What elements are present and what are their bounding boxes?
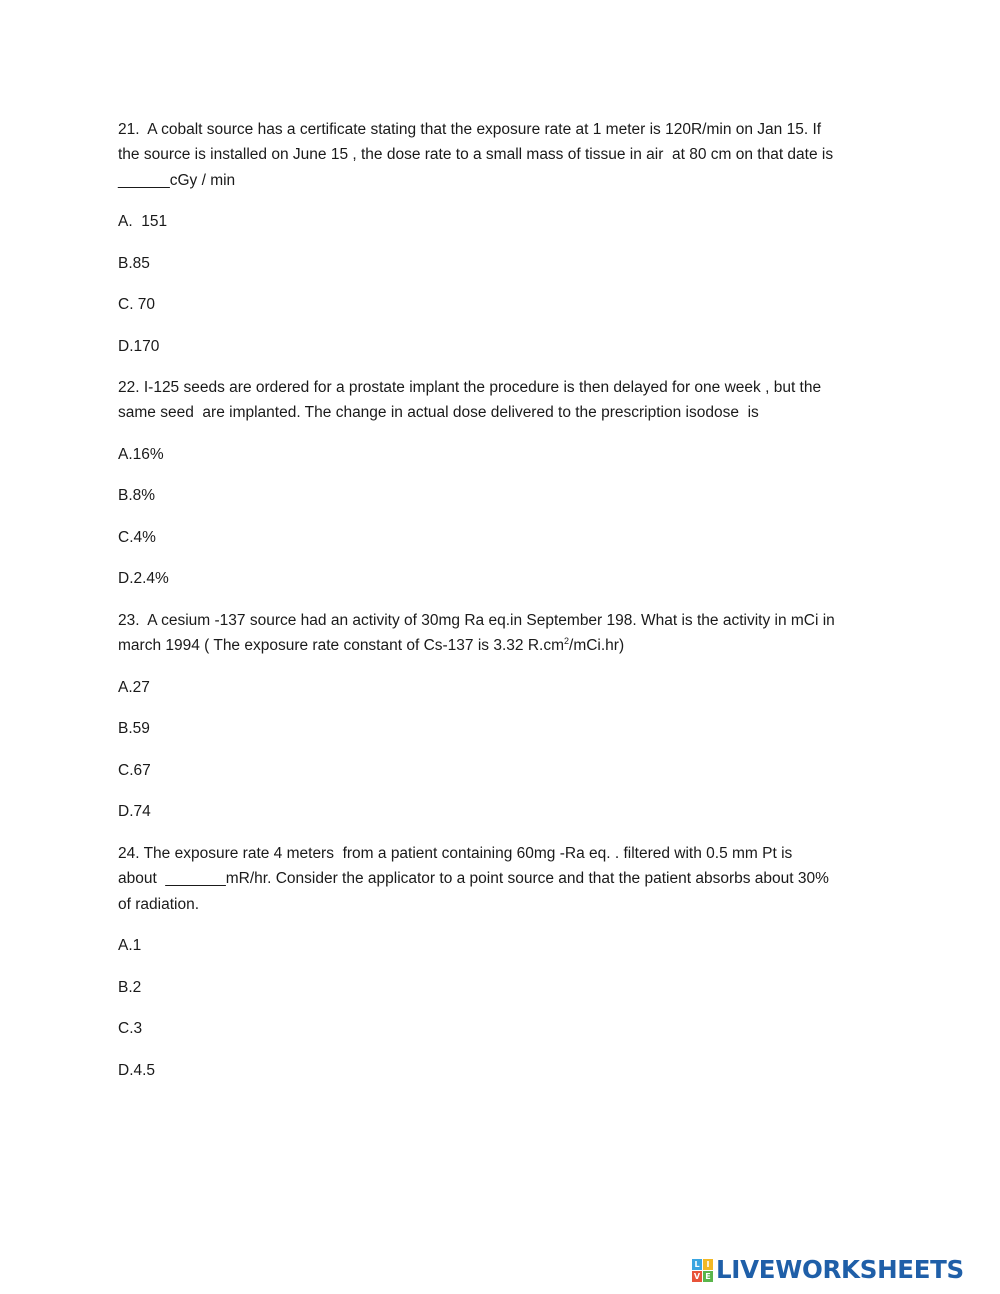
- logo-mark-letter: E: [703, 1271, 713, 1282]
- question-21-line-1: 21. A cobalt source has a certificate stating that the exposure rate at 1 meter is 120R/min on Jan 15. If: [118, 121, 822, 138]
- question-21-option-d: D.170: [118, 338, 160, 355]
- logo-mark-letter: I: [703, 1259, 713, 1270]
- liveworksheets-logo: [692, 1256, 964, 1284]
- logo-mark-letter: L: [692, 1259, 702, 1270]
- question-23-line-2: [118, 633, 624, 658]
- question-24-line-3: of radiation.: [118, 896, 199, 913]
- question-21-option-c: C. 70: [118, 296, 156, 313]
- liveworksheets-logo-text: LIVEWORKSHEETS: [716, 1255, 964, 1284]
- question-23-line-2-unit: /mCi.hr): [569, 637, 625, 654]
- superscript-exponent: 2: [564, 636, 570, 646]
- logo-mark-letter: V: [693, 1271, 701, 1281]
- question-22-line-2: same seed are implanted. The change in actual dose delivered to the prescription isodose is: [118, 404, 759, 421]
- liveworksheets-logo-icon: [692, 1259, 713, 1282]
- question-23-line-2-text: march 1994 ( The exposure rate constant of Cs-137 is 3.32 R.cm: [118, 637, 564, 654]
- question-24-option-c: C.3: [118, 1020, 143, 1037]
- question-21-option-a: A. 151: [118, 213, 168, 230]
- question-21-line-2: the source is installed on June 15 , the dose rate to a small mass of tissue in air at 80 cm on that date is: [118, 146, 834, 163]
- question-23-option-a: A.27: [118, 679, 150, 696]
- question-24-option-a: A.1: [118, 937, 142, 954]
- question-24-option-b: B.2: [118, 979, 142, 996]
- question-24-line-2: about _______mR/hr. Consider the applicator to a point source and that the patient absorbs about 30%: [118, 870, 829, 887]
- question-23-line-1: 23. A cesium -137 source had an activity of 30mg Ra eq.in September 198. What is the activity in mCi in: [118, 612, 835, 629]
- question-22-line-1: 22. I-125 seeds are ordered for a prostate implant the procedure is then delayed for one week , but the: [118, 379, 822, 396]
- question-22-option-d: D.2.4%: [118, 570, 169, 587]
- question-24-line-1: 24. The exposure rate 4 meters from a patient containing 60mg -Ra eq. . filtered with 0.5 mm Pt is: [118, 845, 793, 862]
- question-22-option-b: B.8%: [118, 487, 156, 504]
- question-22-option-c: C.4%: [118, 529, 156, 546]
- question-21-option-b: B.85: [118, 255, 150, 272]
- question-23-option-d: D.74: [118, 803, 151, 820]
- question-22-option-a: A.16%: [118, 446, 164, 463]
- question-23-option-c: C.67: [118, 762, 151, 779]
- question-24-option-d: D.4.5: [118, 1062, 156, 1079]
- question-21-line-3: ______cGy / min: [118, 172, 236, 189]
- question-23-option-b: B.59: [118, 720, 150, 737]
